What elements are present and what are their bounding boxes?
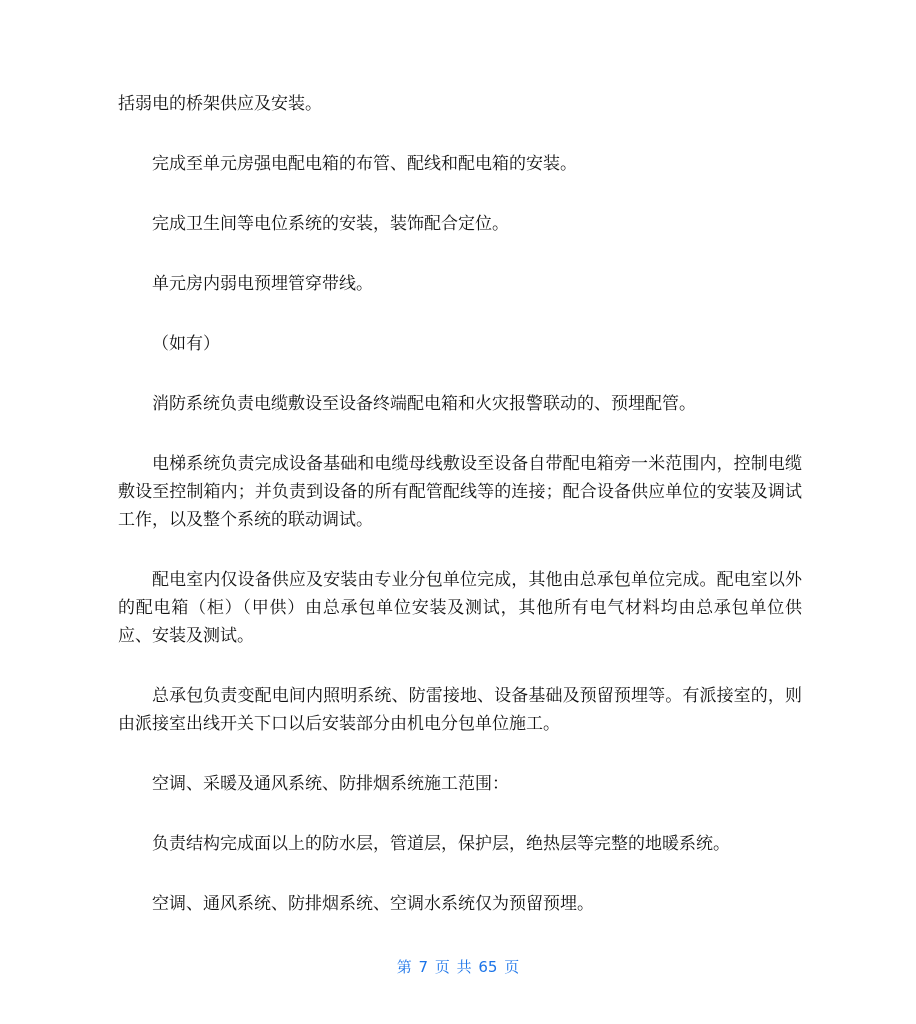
- paragraph: 空调、采暖及通风系统、防排烟系统施工范围：: [152, 774, 509, 794]
- paragraph: 单元房内弱电预埋管穿带线。: [152, 274, 373, 294]
- paragraph: 负责结构完成面以上的防水层，管道层，保护层，绝热层等完整的地暖系统。: [152, 834, 730, 854]
- paragraph: 配电室内仅设备供应及安装由专业分包单位完成，其他由总承包单位完成。配电室以外的配电箱（柜）（甲供）由总承包单位安装及测试，其他所有电气材料均由总承包单位供应、安装及测试。: [118, 570, 802, 646]
- paragraph: 空调、通风系统、防排烟系统、空调水系统仅为预留预埋。: [152, 894, 594, 914]
- paragraph: 电梯系统负责完成设备基础和电缆母线敷设至设备自带配电箱旁一米范围内，控制电缆敷设至控制箱内；并负责到设备的所有配管配线等的连接；配合设备供应单位的安装及调试工作，以及整个系统的联动调试。: [118, 454, 802, 530]
- paragraph: 消防系统负责电缆敷设至设备终端配电箱和火灾报警联动的、预埋配管。: [152, 394, 696, 414]
- paragraph: 完成卫生间等电位系统的安装，装饰配合定位。: [152, 214, 509, 234]
- page-number: 第 7 页 共 65 页: [396, 958, 520, 976]
- document-body: [118, 90, 802, 950]
- paragraph: 完成至单元房强电配电箱的布管、配线和配电箱的安装。: [152, 154, 577, 174]
- paragraph: （如有）: [152, 334, 220, 354]
- paragraph: 括弱电的桥架供应及安装。: [118, 94, 322, 114]
- paragraph: 总承包负责变配电间内照明系统、防雷接地、设备基础及预留预埋等。有派接室的，则由派接室出线开关下口以后安装部分由机电分包单位施工。: [118, 686, 802, 734]
